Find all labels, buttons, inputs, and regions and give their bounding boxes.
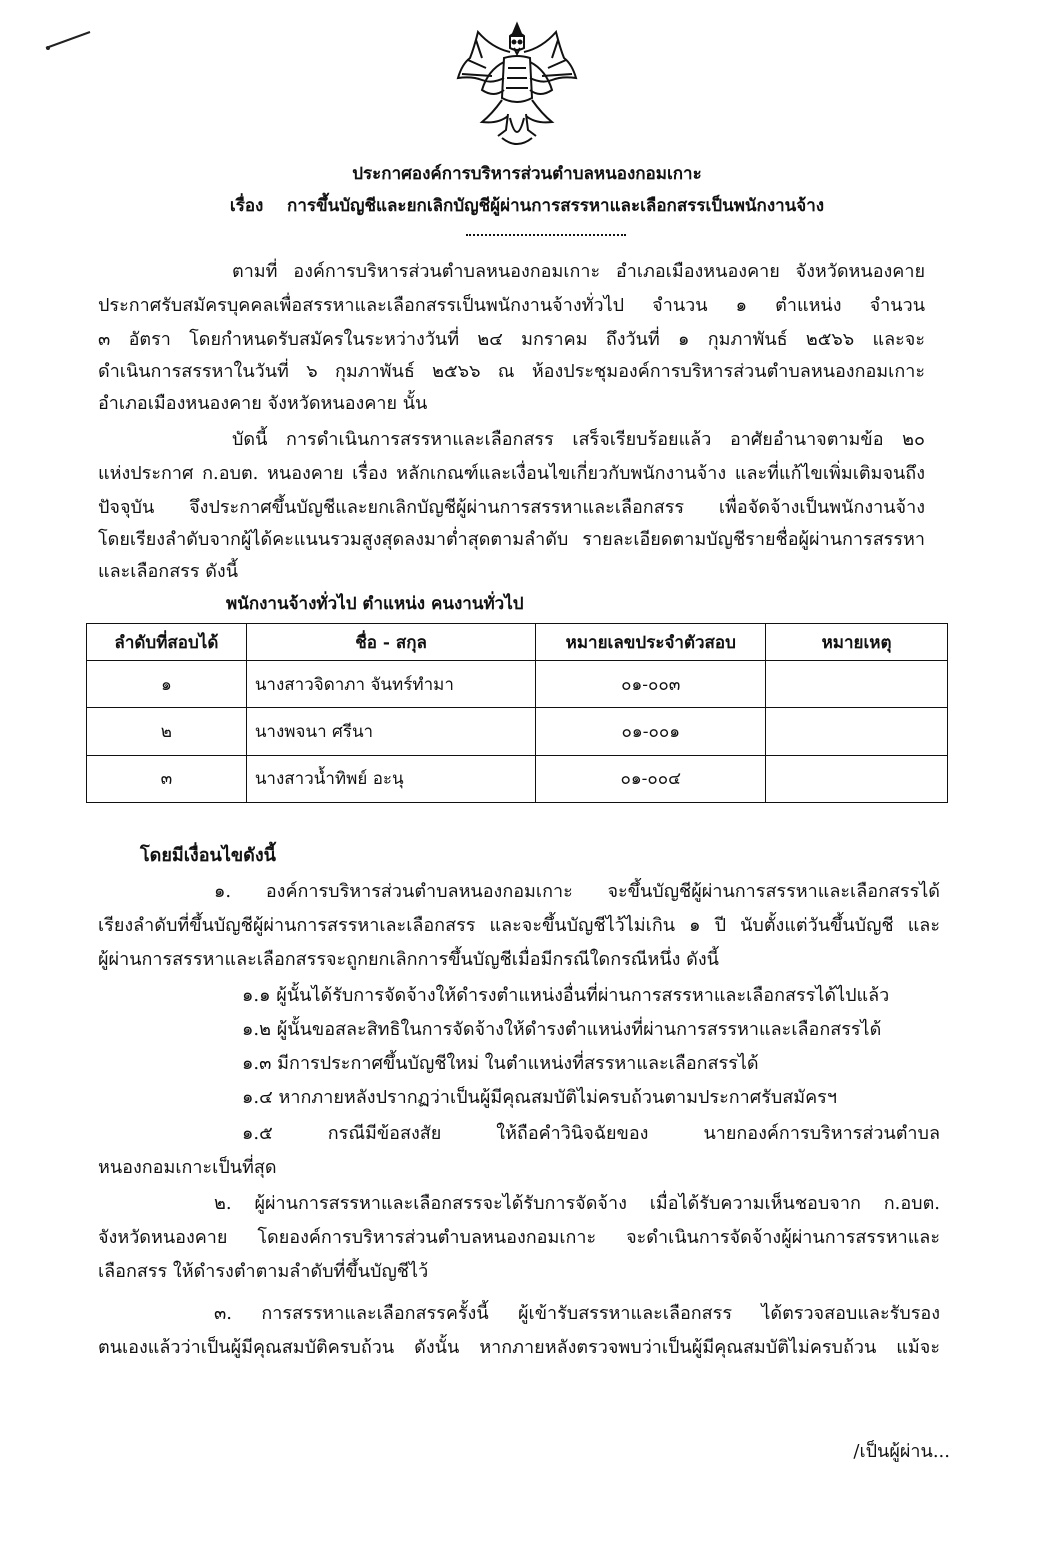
cell-name: นางสาวน้ำทิพย์ อะนุ bbox=[246, 755, 536, 802]
condition-1-3: ๑.๓ มีการประกาศขึ้นบัญชีใหม่ ในตำแหน่งที่สรรหาและเลือกสรรได้ bbox=[242, 1053, 759, 1074]
cell-note bbox=[766, 755, 948, 802]
col-header-rank: ลำดับที่สอบได้ bbox=[87, 624, 247, 661]
cell-exam-id: ๐๑-๐๐๔ bbox=[536, 755, 766, 802]
cell-name: นางพจนา ศรีนา bbox=[246, 708, 536, 755]
condition-2-line-1: ๒. ผู้ผ่านการสรรหาและเลือกสรรจะได้รับการจัดจ้าง เมื่อได้รับความเห็นชอบจาก ก.อบต. bbox=[214, 1193, 940, 1214]
body-line-2: แห่งประกาศ ก.อบต. หนองคาย เรื่อง หลักเกณฑ์และเงื่อนไขเกี่ยวกับพนักงานจ้าง และที่แก้ไขเพิ่มเติมจนถึง bbox=[98, 463, 925, 484]
col-header-exam-id: หมายเลขประจำตัวสอบ bbox=[536, 624, 766, 661]
cell-exam-id: ๐๑-๐๐๑ bbox=[536, 708, 766, 755]
condition-1-5-cont: หนองกอมเกาะเป็นที่สุด bbox=[98, 1157, 277, 1178]
condition-1-line-1: ๑. องค์การบริหารส่วนตำบลหนองกอมเกาะ จะขึ้นบัญชีผู้ผ่านการสรรหาและเลือกสรรได้ bbox=[214, 881, 940, 902]
cell-note bbox=[766, 661, 948, 708]
body-line-3: ปัจจุบัน จึงประกาศขึ้นบัญชีและยกเลิกบัญชีผู้ผ่านการสรรหาและเลือกสรร เพื่อจัดจ้างเป็นพนักงานจ้าง bbox=[98, 497, 925, 518]
condition-1-line-3: ผู้ผ่านการสรรหาและเลือกสรรจะถูกยกเลิกการขึ้นบัญชีเมื่อมีกรณีใดกรณีหนึ่ง ดังนี้ bbox=[98, 949, 719, 970]
body-line-1: บัดนี้ การดำเนินการสรรหาและเลือกสรร เสร็จเรียบร้อยแล้ว อาศัยอำนาจตามข้อ ๒๐ bbox=[232, 429, 925, 450]
condition-3-line-2: ตนเองแล้วว่าเป็นผู้มีคุณสมบัติครบถ้วน ดังนั้น หากภายหลังตรวจพบว่าเป็นผู้มีคุณสมบัติไม่ครบถ้วน แม้จะ bbox=[98, 1337, 940, 1358]
body-line-5: และเลือกสรร ดังนี้ bbox=[98, 561, 239, 582]
cell-rank: ๒ bbox=[87, 708, 247, 755]
subject-line bbox=[0, 192, 1054, 219]
cell-rank: ๑ bbox=[87, 661, 247, 708]
intro-line-3: ๓ อัตรา โดยกำหนดรับสมัครในระหว่างวันที่ ๒๔ มกราคม ถึงวันที่ ๑ กุมภาพันธ์ ๒๕๖๖ และจะ bbox=[98, 329, 925, 350]
subject-label: เรื่อง bbox=[229, 196, 264, 216]
intro-line-4: ดำเนินการสรรหาในวันที่ ๖ กุมภาพันธ์ ๒๕๖๖ ณ ห้องประชุมองค์การบริหารส่วนตำบลหนองกอมเกาะ bbox=[98, 361, 925, 382]
cell-name: นางสาวจิดาภา จันทร์ทำมา bbox=[246, 661, 536, 708]
col-header-note: หมายเหตุ bbox=[766, 624, 948, 661]
col-header-name: ชื่อ - สกุล bbox=[246, 624, 536, 661]
position-heading: พนักงานจ้างทั่วไป ตำแหน่ง คนงานทั่วไป bbox=[226, 594, 524, 614]
condition-2-line-3: เลือกสรร ให้ดำรงตำตามลำดับที่ขึ้นบัญชีไว้ bbox=[98, 1261, 429, 1282]
continued-marker: /เป็นผู้ผ่าน... bbox=[853, 1441, 950, 1462]
cell-note bbox=[766, 708, 948, 755]
results-table bbox=[86, 623, 948, 803]
garuda-emblem-icon bbox=[452, 18, 582, 153]
header-dotted-rule bbox=[466, 234, 626, 236]
body-line-4: โดยเรียงลำดับจากผู้ได้คะแนนรวมสูงสุดลงมาต่ำสุดตามลำดับ รายละเอียดตามบัญชีรายชื่อผู้ผ่านการสรรหา bbox=[98, 529, 925, 550]
condition-1-5: ๑.๕ กรณีมีข้อสงสัย ให้ถือคำวินิจฉัยของ นายกองค์การบริหารส่วนตำบล bbox=[242, 1123, 940, 1144]
condition-1-line-2: เรียงลำดับที่ขึ้นบัญชีผู้ผ่านการสรรหาเละเลือกสรร และจะขึ้นบัญชีไว้ไม่เกิน ๑ ปี นับตั้งแต่วันขึ้นบัญชี และ bbox=[98, 915, 940, 936]
condition-1-4: ๑.๔ หากภายหลังปรากฏว่าเป็นผู้มีคุณสมบัติไม่ครบถ้วนตามประกาศรับสมัครฯ bbox=[242, 1087, 837, 1108]
intro-line-5: อำเภอเมืองหนองคาย จังหวัดหนองคาย นั้น bbox=[98, 393, 428, 414]
announcement-title: ประกาศองค์การบริหารส่วนตำบลหนองกอมเกาะ bbox=[352, 164, 702, 184]
table-row bbox=[87, 708, 948, 755]
table-row bbox=[87, 755, 948, 802]
cell-rank: ๓ bbox=[87, 755, 247, 802]
condition-2-line-2: จังหวัดหนองคาย โดยองค์การบริหารส่วนตำบลหนองกอมเกาะ จะดำเนินการจัดจ้างผู้ผ่านการสรรหาและ bbox=[98, 1227, 940, 1248]
table-header-row bbox=[87, 624, 948, 661]
cell-exam-id: ๐๑-๐๐๓ bbox=[536, 661, 766, 708]
table-row bbox=[87, 661, 948, 708]
intro-line-2: ประกาศรับสมัครบุคคลเพื่อสรรหาและเลือกสรรเป็นพนักงานจ้างทั่วไป จำนวน ๑ ตำแหน่ง จำนวน bbox=[98, 295, 925, 316]
intro-line-1: ตามที่ องค์การบริหารส่วนตำบลหนองกอมเกาะ อำเภอเมืองหนองคาย จังหวัดหนองคาย bbox=[232, 261, 925, 282]
condition-3-line-1: ๓. การสรรหาและเลือกสรรครั้งนี้ ผู้เข้ารับสรรหาและเลือกสรร ได้ตรวจสอบและรับรอง bbox=[214, 1303, 940, 1324]
conditions-title: โดยมีเงื่อนไขดังนี้ bbox=[140, 845, 276, 866]
condition-1-2: ๑.๒ ผู้นั้นขอสละสิทธิในการจัดจ้างให้ดำรงตำแหน่งที่ผ่านการสรรหาและเลือกสรรได้ bbox=[242, 1019, 882, 1040]
subject-text: การขึ้นบัญชีและยกเลิกบัญชีผู้ผ่านการสรรหาและเลือกสรรเป็นพนักงานจ้าง bbox=[287, 196, 825, 216]
pen-stroke-mark bbox=[44, 28, 94, 52]
condition-1-1: ๑.๑ ผู้นั้นได้รับการจัดจ้างให้ดำรงตำแหน่งอื่นที่ผ่านการสรรหาและเลือกสรรได้ไปแล้ว bbox=[242, 985, 890, 1006]
